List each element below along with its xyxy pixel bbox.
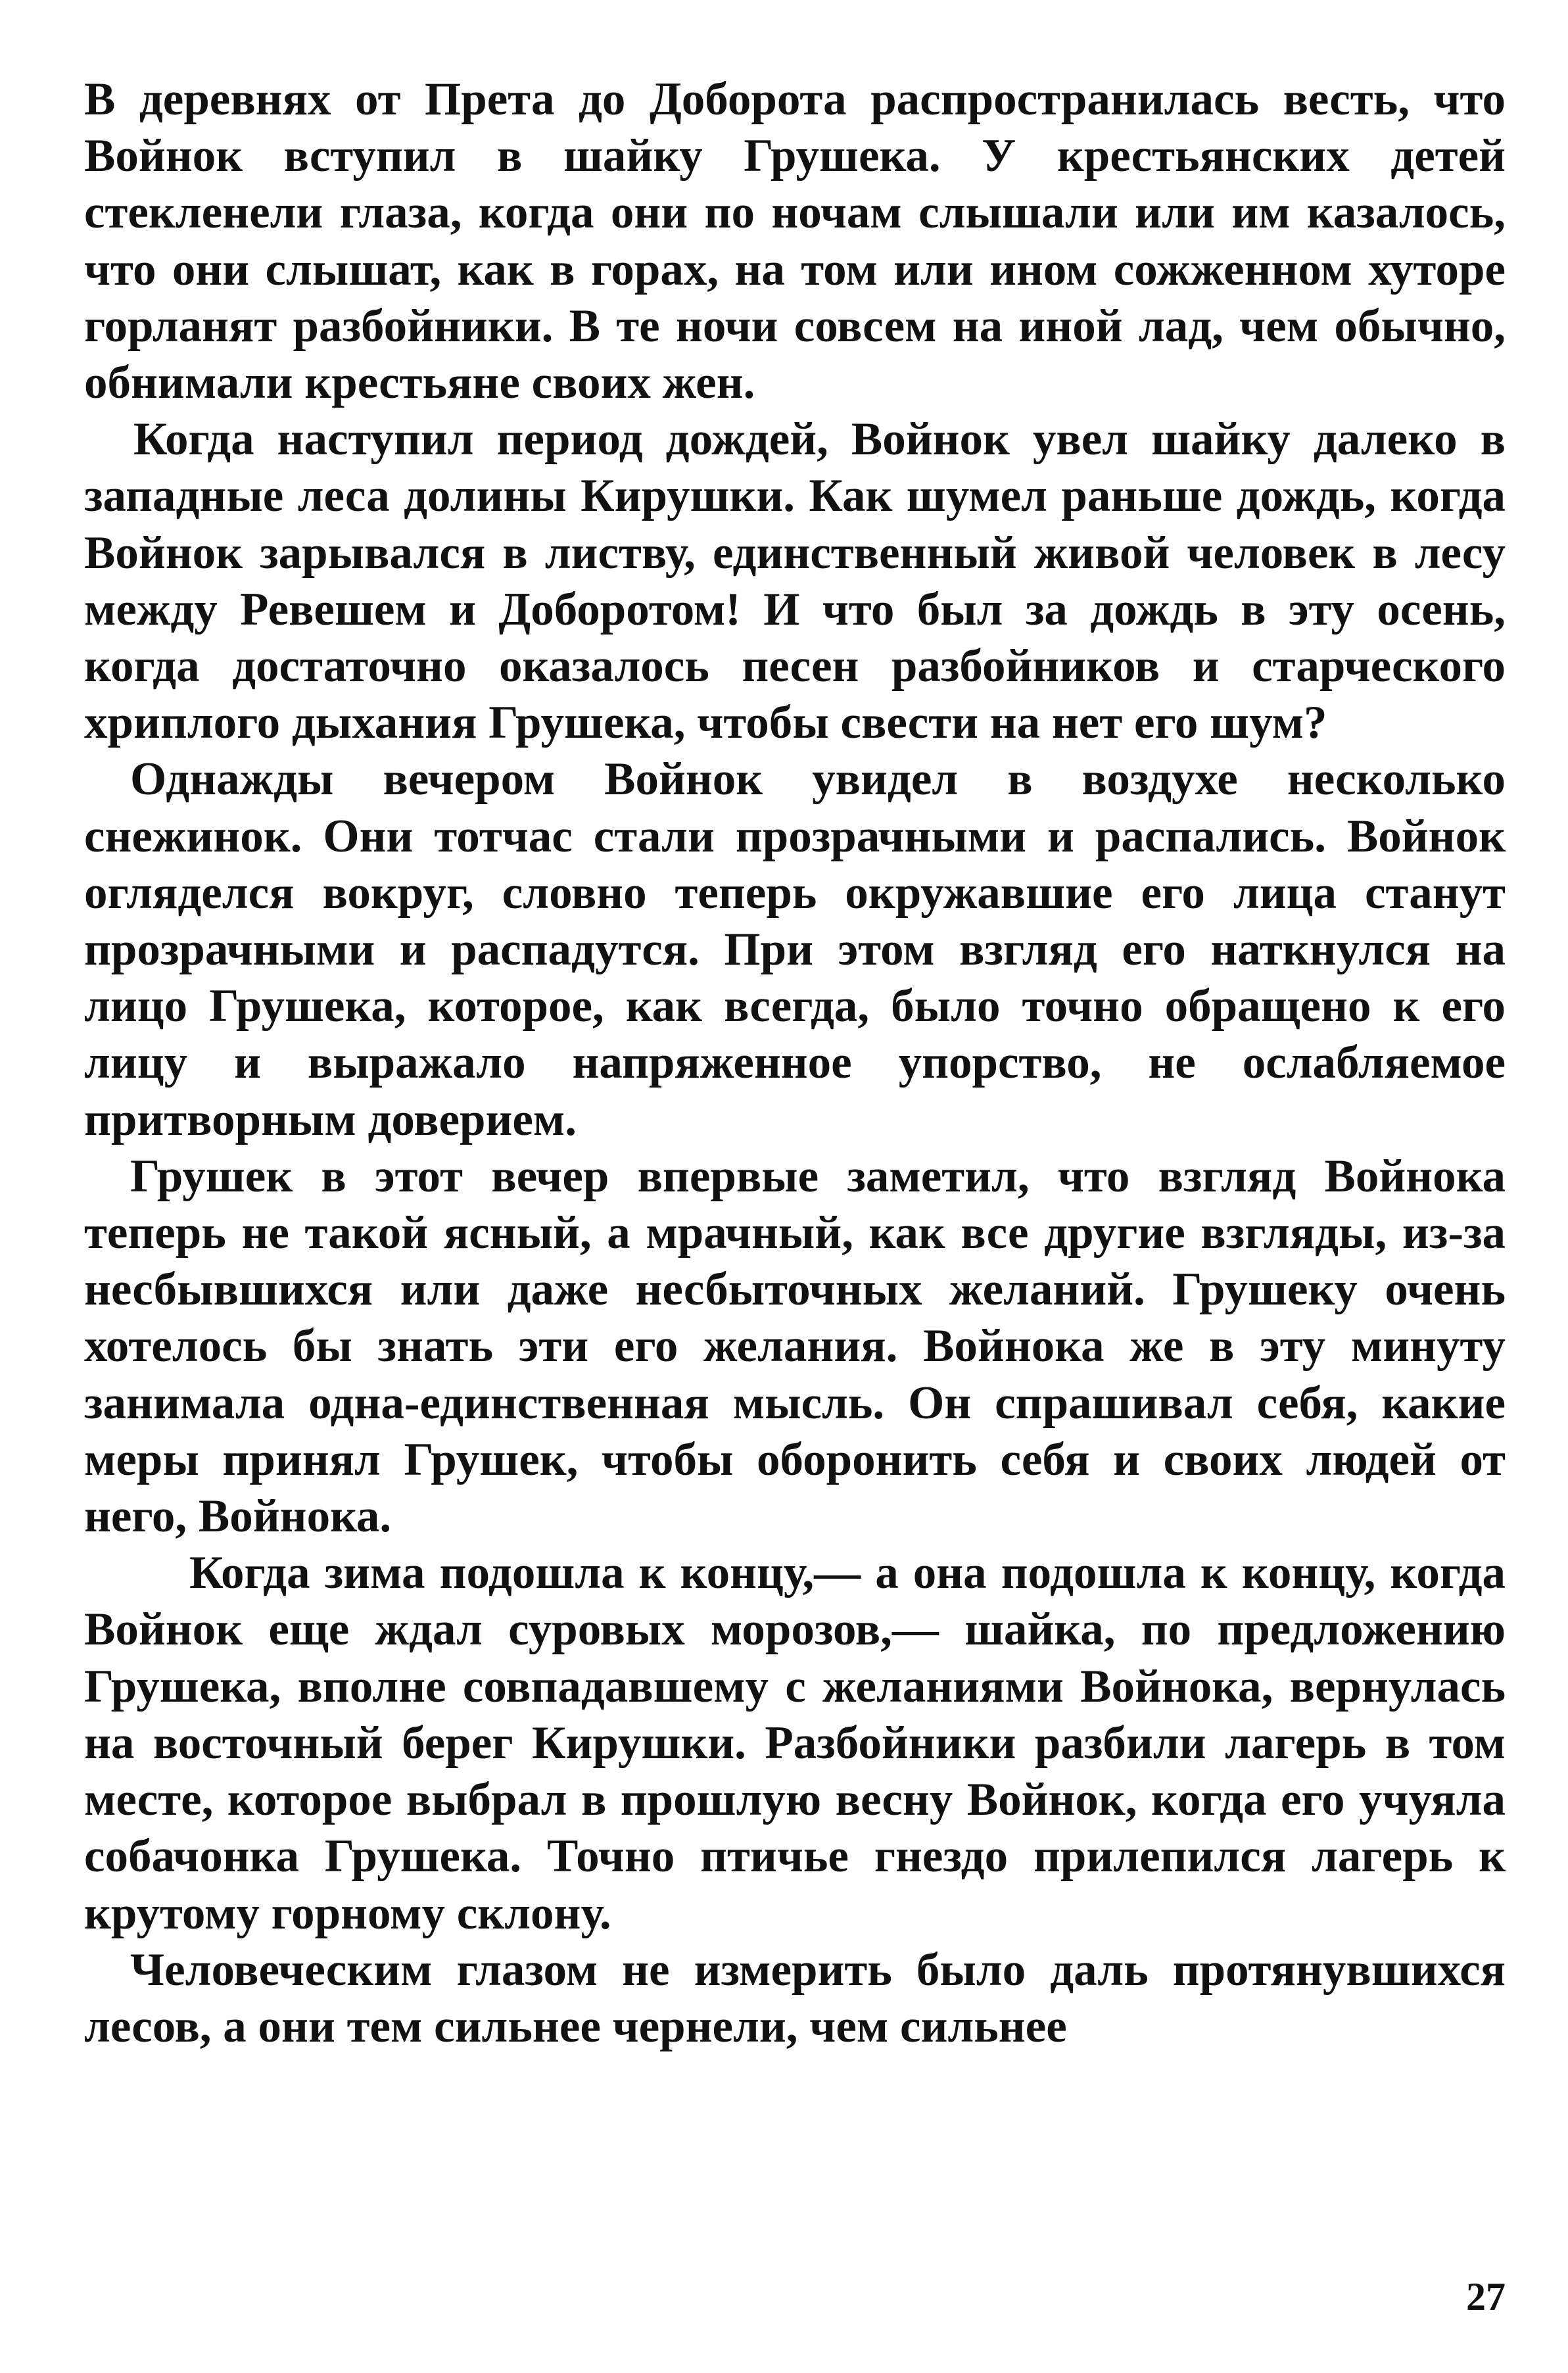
page-number: 27 [1466, 2275, 1506, 2318]
body-text [84, 71, 1506, 2055]
paragraph-2: Когда наступил период дождей, Войнок увел шайку далеко в западные леса долины Кирушки. Как шумел раньше дождь, когда Войнок зарывался в листву, единственный живой человек в лесу между Ревешем и Доборотом! И что был за дождь в эту осень, когда достаточно оказалось песен разбойников и старческого хриплого дыхания Грушека, чтобы свести на нет его шум? [84, 414, 1506, 749]
paragraph-1: В деревнях от Прета до Доборота распространилась весть, что Войнок вступил в шайку Грушека. У крестьянских детей стекленели глаза, когда они по ночам слышали или им казалось, что они слышат, как в горах, на том или ином сожженном хуторе горланят разбойники. В те ночи совсем на иной лад, чем обычно, обнимали крестьяне своих жен. [84, 74, 1506, 409]
paragraph-5: Когда зима подошла к концу,— а она подошла к концу, когда Войнок еще ждал суровых морозов,— шайка, по предложению Грушека, вполне совпадавшему с желаниями Войнока, вернулась на восточный берег Кирушки. Разбойники разбили лагерь в том месте, которое выбрал в прошлую весну Войнок, когда его учуяла собачонка Грушека. Точно птичье гнездо прилепился лагерь к крутому горному склону. [84, 1547, 1506, 1939]
paragraph-6: Человеческим глазом не измерить было даль протянувшихся лесов, а они тем сильнее чернели, чем сильнее [84, 1944, 1506, 2052]
paragraph-4: Грушек в этот вечер впервые заметил, что взгляд Войнока теперь не такой ясный, а мрачный, как все другие взгляды, из-за несбывшихся или даже несбыточных желаний. Грушеку очень хотелось бы знать эти его желания. Войнока же в эту минуту занимала одна-единственная мысль. Он спрашивал себя, какие меры принял Грушек, чтобы оборонить себя и своих людей от него, Войнока. [84, 1150, 1506, 1543]
paragraph-3: Однажды вечером Войнок увидел в воздухе несколько снежинок. Они тотчас стали прозрачными и распались. Войнок огляделся вокруг, словно теперь окружавшие его лица станут прозрачными и распадутся. При этом взгляд его наткнулся на лицо Грушека, которое, как всегда, было точно обращено к его лицу и выражало напряженное упорство, не ослабляемое притворным доверием. [84, 754, 1506, 1145]
